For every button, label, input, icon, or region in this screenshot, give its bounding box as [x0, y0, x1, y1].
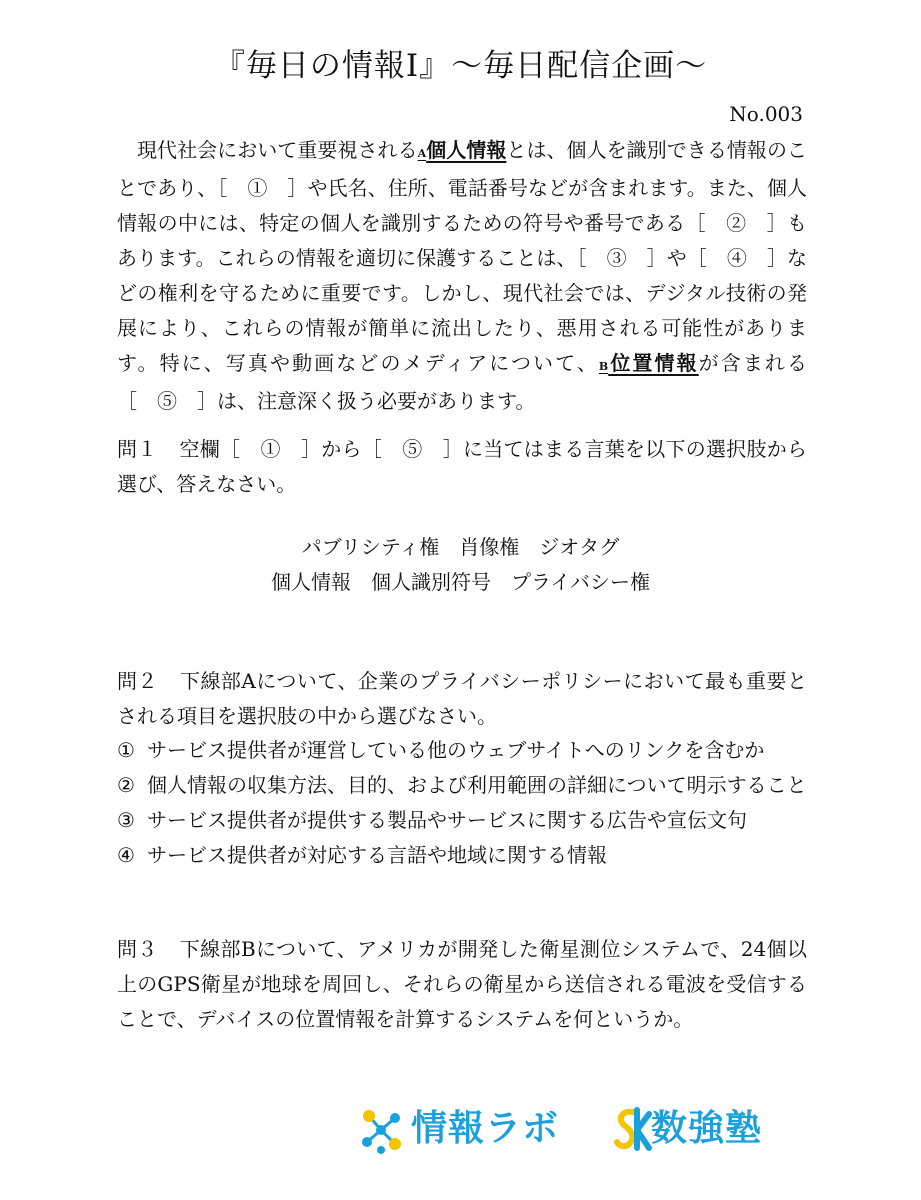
- footer-logos: [355, 1102, 805, 1158]
- question-text: に当てはまる言葉を以下の選択肢から選び、答えなさい。: [117, 437, 807, 496]
- underline-marker-a: A: [417, 147, 427, 160]
- passage-text: は、注意深く扱う必要があります。: [217, 389, 536, 413]
- question-text: 空欄: [179, 437, 220, 461]
- question-3: [117, 932, 807, 1037]
- choice-item: ジオタグ: [539, 535, 620, 559]
- question-text: 下線部Bについて、アメリカが開発した衛星測位システムで、24個以上のGPS衛星が地球を周回し、それらの衛星から送信される電波を受信することで、デバイスの位置情報を計算するシステムを何というか。: [117, 937, 808, 1031]
- page-title: 『毎日の情報Ⅰ』〜毎日配信企画〜: [213, 48, 708, 84]
- option-text: 個人情報の収集方法、目的、および利用範囲の詳細について明示すること: [147, 773, 807, 797]
- option-number: ④: [117, 843, 135, 867]
- blank-ref-start: ［ ① ］: [220, 437, 322, 461]
- question-text: 下線部Aについて、企業のプライバシーポリシーにおいて最も重要とされる項目を選択肢の中から選びなさい。: [117, 669, 807, 728]
- underline-marker-b: B: [598, 360, 609, 373]
- answer-choices: [0, 530, 921, 600]
- blank-3: ［ ③ ］: [576, 246, 667, 270]
- molecule-icon: [355, 1104, 407, 1156]
- passage-text: や: [666, 246, 687, 270]
- blank-2: ［ ② ］: [685, 211, 787, 235]
- option-text: サービス提供者が対応する言語や地域に関する情報: [147, 843, 607, 867]
- passage-text: や氏名、住所、電話番号などが含まれます。また、個人情報の中には、特定の個人を識別するための符号や番号である: [117, 176, 807, 235]
- option-item: [117, 838, 817, 873]
- option-item: [117, 733, 817, 768]
- underlined-term-b: 位置情報: [608, 351, 699, 375]
- blank-4: ［ ④ ］: [686, 246, 787, 270]
- passage-text: 現代社会において重要視される: [137, 138, 418, 162]
- question-1: [117, 432, 807, 502]
- option-item: [117, 803, 817, 838]
- option-number: ①: [117, 738, 135, 762]
- question-text: から: [321, 437, 362, 461]
- choice-item: 個人情報: [271, 570, 351, 594]
- question-number: 問３: [117, 937, 158, 961]
- question-2-options: [117, 733, 817, 873]
- question-number: 問１: [117, 437, 158, 461]
- document-number: No.003: [729, 102, 803, 126]
- passage-text: もあります。これらの情報を適切に保護することは、: [117, 211, 807, 270]
- passage-text: などの権利を守るために重要です。しかし、現代社会では、デジタル技術の発展により、これらの情報が簡単に流出したり、悪用される可能性があります。特に、写真や動画などのメディアについて、: [117, 246, 807, 375]
- choice-item: パブリシティ権: [301, 535, 440, 559]
- sk-monogram-icon: [613, 1106, 653, 1152]
- choices-row: [0, 565, 921, 600]
- option-number: ②: [117, 773, 135, 797]
- logo-johou-lab: 情報ラボ: [411, 1108, 560, 1149]
- reading-passage: [117, 133, 807, 419]
- question-2: [117, 664, 807, 734]
- choices-row: [0, 530, 921, 565]
- option-text: サービス提供者が運営している他のウェブサイトへのリンクを含むか: [147, 738, 765, 762]
- option-number: ③: [117, 808, 135, 832]
- blank-ref-end: ［ ⑤ ］: [361, 437, 463, 461]
- passage-text: とは、個人を識別できる情報のことであり、: [117, 138, 808, 200]
- question-number: 問２: [117, 669, 158, 693]
- underlined-term-a: 個人情報: [426, 138, 507, 162]
- logo-suukyou-juku: 数強塾: [651, 1108, 763, 1149]
- choice-item: プライバシー権: [511, 570, 650, 594]
- choice-item: 肖像権: [459, 535, 520, 559]
- choice-item: 個人識別符号: [371, 570, 491, 594]
- option-text: サービス提供者が提供する製品やサービスに関する広告や宣伝文句: [147, 808, 747, 832]
- blank-1: ［ ① ］: [217, 176, 308, 200]
- option-item: [117, 768, 817, 803]
- passage-text: が含まれる: [698, 351, 808, 375]
- blank-5: ［ ⑤ ］: [117, 389, 217, 413]
